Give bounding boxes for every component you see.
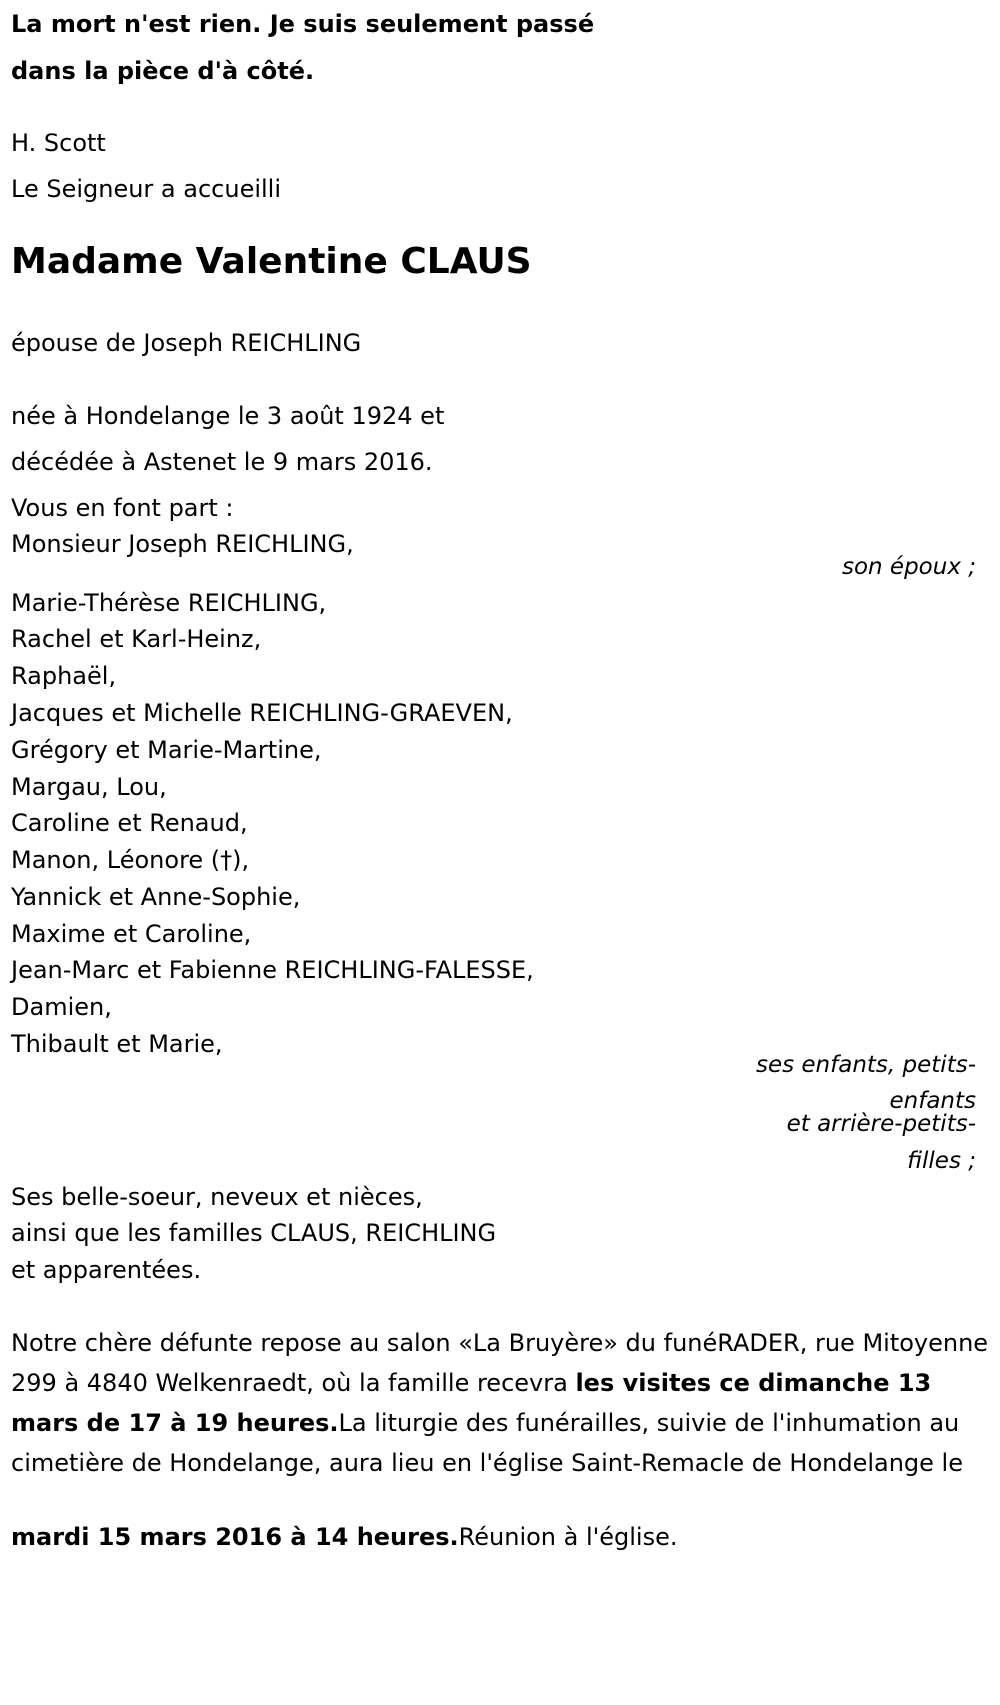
family-member: Thibault et Marie,: [11, 1030, 223, 1058]
husband-line: Monsieur Joseph REICHLING,: [11, 530, 354, 558]
family-role-line: enfants: [889, 1088, 976, 1114]
funeral-date-highlight: mardi 15 mars 2016 à 14 heures.: [11, 1523, 459, 1551]
family-member: Jacques et Michelle REICHLING-GRAEVEN,: [11, 699, 513, 727]
family-member: Caroline et Renaud,: [11, 809, 248, 837]
death-line: décédée à Astenet le 9 mars 2016.: [11, 448, 433, 476]
spouse-line: épouse de Joseph REICHLING: [11, 329, 362, 357]
family-member: Marie-Thérèse REICHLING,: [11, 589, 327, 617]
husband-role: son époux ;: [841, 554, 976, 580]
quote-line-1: La mort n'est rien. Je suis seulement passé: [11, 10, 595, 38]
announce-intro: Vous en font part :: [11, 494, 234, 522]
funeral-details: [11, 1323, 991, 1483]
family-member: Yannick et Anne-Sophie,: [11, 883, 301, 911]
birth-line: née à Hondelange le 3 août 1924 et: [11, 402, 445, 430]
others-line: ainsi que les familles CLAUS, REICHLING: [11, 1219, 497, 1247]
family-role-line: filles ;: [907, 1148, 976, 1174]
visits-highlight: les visites ce dimanche 13 mars de 17 à 19 heures.: [11, 1369, 932, 1437]
family-member: Damien,: [11, 993, 112, 1021]
quote-line-2: dans la pièce d'à côté.: [11, 57, 315, 85]
details-text: Notre chère défunte repose au salon «La Bruyère» du funéRADER, rue Mitoyenne 299 à 4840 Welkenraedt, où la famille recevra: [11, 1329, 989, 1397]
family-member: Manon, Léonore (†),: [11, 846, 250, 874]
deceased-name: Madame Valentine CLAUS: [11, 241, 532, 282]
family-member: Margau, Lou,: [11, 773, 167, 801]
others-line: et apparentées.: [11, 1256, 202, 1284]
meeting-text: Réunion à l'église.: [458, 1523, 678, 1551]
family-member: Jean-Marc et Fabienne REICHLING-FALESSE,: [11, 956, 534, 984]
intro-text: Le Seigneur a accueilli: [11, 175, 282, 203]
funeral-date-line: [11, 1525, 677, 1549]
family-member: Maxime et Caroline,: [11, 920, 252, 948]
family-member: Raphaël,: [11, 662, 117, 690]
details-text: La liturgie des funérailles, suivie de l'inhumation au cimetière de Hondelange, aura lieu en l'église Saint-Remacle de Hondelange le: [11, 1409, 963, 1477]
quote-author: H. Scott: [11, 129, 106, 157]
family-role-line: et arrière-petits-: [786, 1111, 976, 1137]
family-role-line: ses enfants, petits-: [755, 1052, 976, 1078]
others-line: Ses belle-soeur, neveux et nièces,: [11, 1183, 423, 1211]
family-member: Rachel et Karl-Heinz,: [11, 625, 262, 653]
family-member: Grégory et Marie-Martine,: [11, 736, 322, 764]
